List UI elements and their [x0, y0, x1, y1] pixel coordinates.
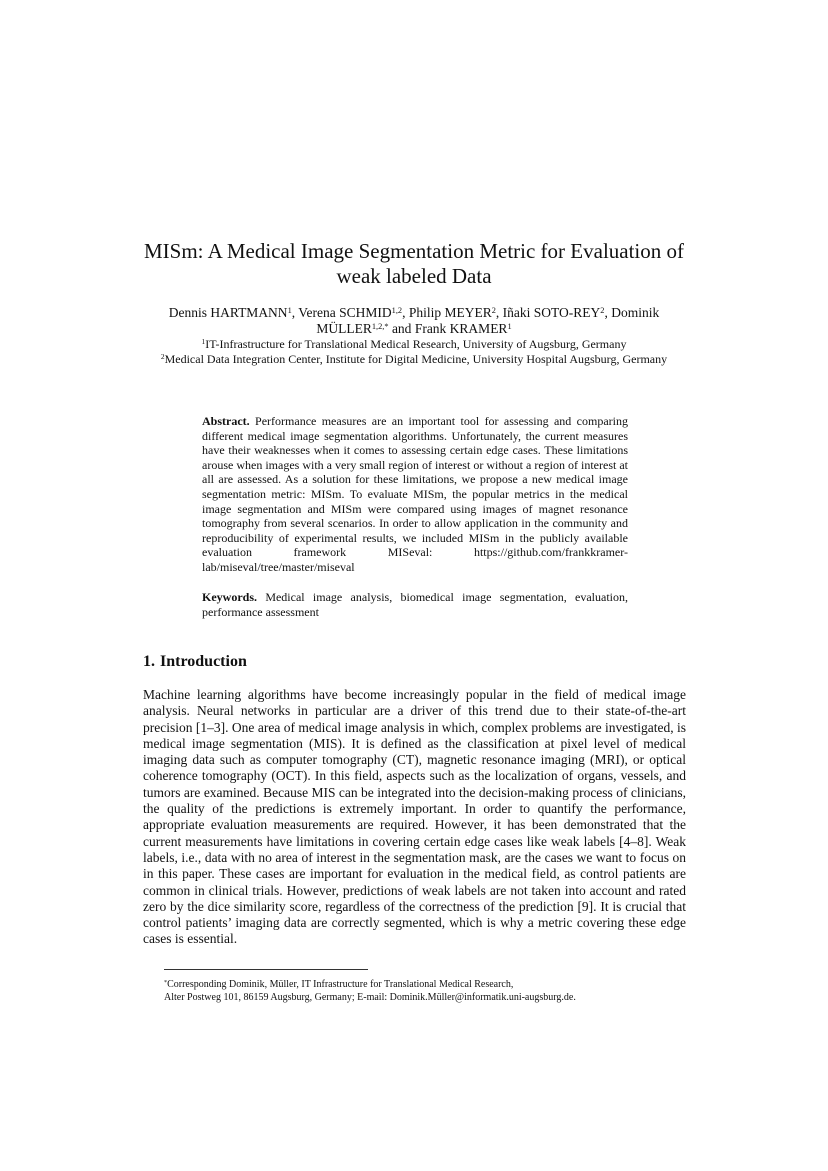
affiliation-1	[140, 337, 688, 352]
paper-title	[120, 239, 708, 289]
footnote-text-1: Corresponding Dominik, Müller, IT Infrastructure for Translational Medical Research,	[167, 979, 514, 990]
author-affiliation-mark: 1	[287, 305, 292, 315]
author-name: Dominik MÜLLER	[316, 305, 660, 336]
section-number: 1.	[143, 653, 155, 670]
keywords	[202, 590, 628, 619]
affiliation-mark: 1	[201, 337, 206, 347]
footnote-divider	[164, 969, 368, 970]
abstract-label: Abstract.	[202, 414, 250, 428]
footnote-line-1	[164, 978, 664, 991]
author-affiliation-mark: 1,2	[391, 305, 403, 315]
author-affiliation-mark: 2	[491, 305, 496, 315]
title-line-2: weak labeled Data	[336, 264, 492, 288]
section-heading	[143, 652, 247, 672]
author-name: Philip MEYER	[408, 305, 492, 320]
keywords-text: Medical image analysis, biomedical image segmentation, evaluation, performance assessment	[202, 590, 629, 619]
affiliation-text: Medical Data Integration Center, Institute for Digital Medicine, University Hospital Augsburg, Germany	[164, 352, 668, 366]
keywords-label: Keywords.	[202, 590, 257, 604]
author-name: Iñaki SOTO-REY	[502, 305, 601, 320]
affiliation-2	[140, 352, 688, 367]
author-name: Dennis HARTMANN	[168, 305, 288, 320]
abstract	[202, 414, 628, 575]
footnote-line-2: Alter Postweg 101, 86159 Augsburg, Germany; E-mail: Dominik.Müller@informatik.uni-augsburg.de.	[164, 992, 576, 1003]
author-name: Frank KRAMER	[414, 321, 508, 336]
author-affiliation-mark: 1,2,*	[371, 321, 389, 331]
footnote-marker: *	[164, 978, 168, 986]
section-title: Introduction	[160, 653, 247, 670]
introduction-paragraph: Machine learning algorithms have become increasingly popular in the field of medical image analysis. Neural networks in particular are a driver of this trend due to their state-of-the-art precision [1–3]. One area of medical image analysis in which, complex problems are investigated, is medical image segmentation (MIS). It is defined as the classification at pixel level of medical imaging data such as computer tomography (CT), magnetic resonance imaging (MRI), or optical coherence tomography (OCT). In this field, aspects such as the localization of organs, vessels, and tumors are examined. Because MIS can be integrated into the decision-making process of clinicians, the quality of the predictions is extremely important. In order to quantify the performance, appropriate evaluation measurements are required. However, it has been demonstrated that the current measurements have limitations in covering certain edge cases like weak labels [4–8]. Weak labels, i.e., data with no area of interest in the segmentation mask, are the cases we want to focus on in this paper. These cases are important for evaluation in the medical field, as control patients are common in clinical trials. However, predictions of weak labels are not taken into account and rated zero by the dice similarity score, regardless of the correctness of the prediction [9]. It is crucial that control patients’ imaging data are correctly segmented, which is why a metric covering these edge cases is essential.	[143, 687, 686, 947]
footnote	[164, 978, 664, 1004]
author-list: Dennis HARTMANN$^1$, Verena SCHMID$^{1,2}$, Philip MEYER$^2$, Iñaki SOTO-REY$^2$, Dominik $MÜLLER^{1,2,*}$ and Frank KRAMER$^1$	[168, 305, 660, 336]
affiliation-text: IT-Infrastructure for Translational Medical Research, University of Augsburg, Germany	[205, 337, 627, 351]
affiliation-mark: 2	[160, 352, 165, 362]
author-affiliation-mark: 2	[600, 305, 605, 315]
title-line-1: MISm: A Medical Image Segmentation Metric for Evaluation of	[143, 239, 685, 263]
author-name: Verena SCHMID	[298, 305, 392, 320]
abstract-text: Performance measures are an important tool for assessing and comparing different medical image segmentation algorithms. Unfortunately, the current measures have their weaknesses when it comes to assessing certain edge cases. These limitations arouse when images with a very small region of interest or without a region of interest at all are assessed. As a solution for these limitations, we propose a new medical image segmentation metric: MISm. To evaluate MISm, the popular metrics in the medical image segmentation and MISm were compared using images of magnet resonance tomography from several scenarios. In order to allow application in the community and reproducibility of experimental results, we included MISm in the publicly available evaluation framework MISeval: https://github.com/frankkramer-lab/miseval/tree/master/miseval	[202, 414, 629, 574]
author-affiliation-mark: 1	[507, 321, 512, 331]
